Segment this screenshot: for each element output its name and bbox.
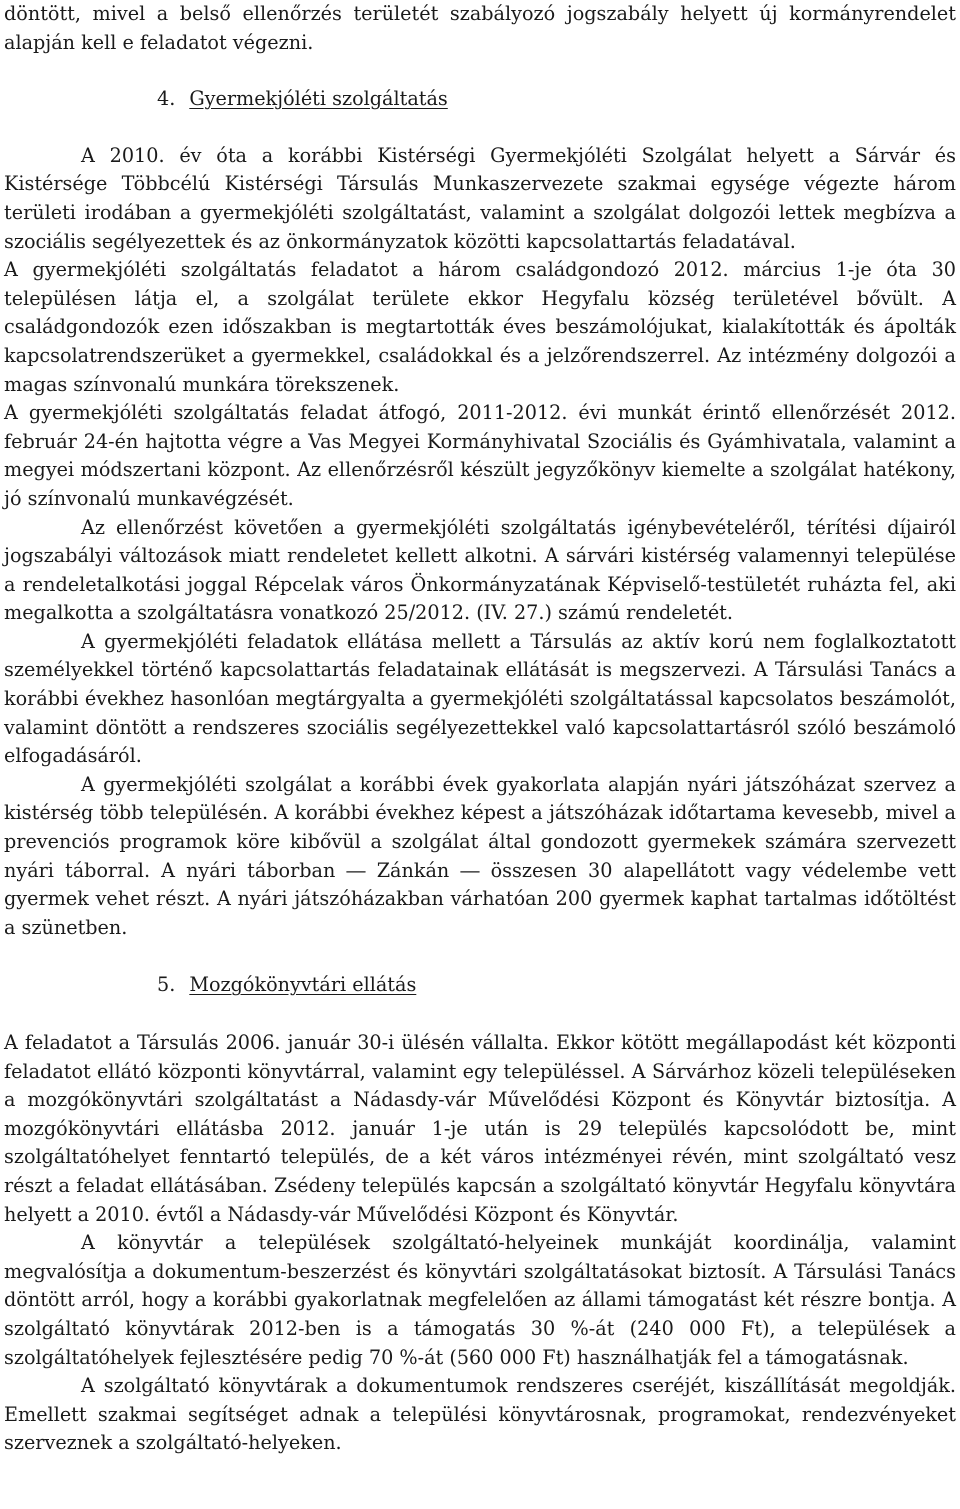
paragraph: A gyermekjóléti szolgáltatás feladat átfogó, 2011-2012. évi munkát érintő ellenőrzését 2012. február 24-én hajtotta végre a Vas Megyei Kormányhivatal Szociális és Gyámhivatala, valamint a megyei módszertani központ. Az ellenőrzésről készült jegyzőkönyv kiemelte a szolgálat hatékony, jó színvonalú munkavégzését.: [4, 401, 956, 510]
paragraph: A könyvtár a települések szolgáltató-helyeinek munkáját koordinálja, valamint megvalósítja a dokumentum-beszerzést és könyvtári szolgáltatásokat biztosít. A Társulási Tanács döntött arról, hogy a korábbi gyakorlatnak megfelelően az állami támogatást két részre bontja. A szolgáltató könyvtárak 2012-ben is a támogatás 30 %-át (240 000 Ft), a települések a szolgáltatóhelyek fejlesztésére pedig 70 %-át (560 000 Ft) használhatják fel a támogatásnak.: [4, 1231, 956, 1369]
section-number: 4.: [157, 87, 176, 111]
paragraph: A gyermekjóléti szolgálat a korábbi évek gyakorlata alapján nyári játszóházat szervez a kistérség több településén. A korábbi évekhez képest a játszóházak időtartama kevesebb, mivel a prevenciós programok köre kibővül a szolgálat által gondozott gyermekek számára szervezett nyári táborral. A nyári táborban ― Zánkán ― összesen 30 alapellátott vagy védelembe vett gyermek vehet részt. A nyári játszóházakban várhatóan 200 gyermek kaphat tartalmas időtöltést a szünetben.: [4, 772, 956, 939]
section-title: Gyermekjóléti szolgáltatás: [189, 87, 448, 111]
opening-paragraph: döntött, mivel a belső ellenőrzés területét szabályozó jogszabály helyett új kormányrendelet alapján kell e feladatot végezni.: [4, 2, 956, 54]
section-heading-5: [4, 971, 956, 1000]
paragraph: A szolgáltató könyvtárak a dokumentumok rendszeres cseréjét, kiszállítását megoldják. Emellett szakmai segítséget adnak a települési könyvtárosnak, programokat, rendezvényeket szerveznek a szolgáltató-helyeken.: [4, 1374, 956, 1455]
paragraph: Az ellenőrzést követően a gyermekjóléti szolgáltatás igénybevételéről, térítési díjairól jogszabályi változások miatt rendeletet kellett alkotni. A sárvári kistérség valamennyi települése a rendeletalkotási joggal Répcelak város Önkormányzatának Képviselő-testületét ruházta fel, aki megalkotta a szolgáltatásra vonatkozó 25/2012. (IV. 27.) számú rendeletét.: [4, 515, 956, 625]
document-page: [4, 0, 956, 1509]
section-title: Mozgókönyvtári ellátás: [189, 973, 417, 997]
spacer: [4, 57, 956, 85]
spacer: [4, 114, 956, 142]
paragraph: A gyermekjóléti szolgáltatás feladatot a három családgondozó 2012. március 1-je óta 30 településen látja el, a szolgálat területe ekkor Hegyfalu község területével bővült. A családgondozók ezen időszakban is megtartották éves beszámolójukat, kialakították és ápolták kapcsolatrendszerüket a gyermekkel, családokkal és a jelzőrendszerrel. Az intézmény dolgozói a magas színvonalú munkára törekszenek.: [4, 258, 956, 396]
section-heading-4: [4, 85, 956, 114]
section-number: 5.: [157, 973, 176, 997]
spacer: [4, 1000, 956, 1029]
paragraph: A feladatot a Társulás 2006. január 30-i ülésén vállalta. Ekkor kötött megállapodást két központi feladatot ellátó központi könyvtárral, valamint egy településsel. A Sárvárhoz közeli településeken a mozgókönyvtári szolgáltatást a Nádasdy-vár Művelődési Központ és Könyvtár biztosítja. A mozgókönyvtári ellátásba 2012. január 1-je után is 29 település kapcsolódott be, mint szolgáltatóhelyet fenntartó település, de a két város intézményei révén, mint szolgáltató vesz részt a feladat ellátásában. Zsédeny település kapcsán a szolgáltató könyvtár Hegyfalu könyvtára helyett a 2010. évtől a Nádasdy-vár Művelődési Központ és Könyvtár.: [4, 1031, 956, 1226]
paragraph: A 2010. év óta a korábbi Kistérségi Gyermekjóléti Szolgálat helyett a Sárvár és Kistérsége Többcélú Kistérségi Társulás Munkaszervezete szakmai egysége végezte három területi irodában a gyermekjóléti szolgáltatást, valamint a szolgálat dolgozói lettek megbízva a szociális segélyezettek és az önkormányzatok közötti kapcsolattartás feladatával.: [4, 143, 956, 253]
paragraph: A gyermekjóléti feladatok ellátása mellett a Társulás az aktív korú nem foglalkoztatott személyekkel történő kapcsolattartás feladatainak ellátását is megszervezi. A Társulási Tanács a korábbi évekhez hasonlóan megtárgyalta a gyermekjóléti szolgáltatással kapcsolatos beszámolót, valamint döntött a rendszeres szociális segélyezettekkel való kapcsolattartásról szóló beszámoló elfogadásáról.: [4, 629, 956, 768]
spacer: [4, 942, 956, 971]
